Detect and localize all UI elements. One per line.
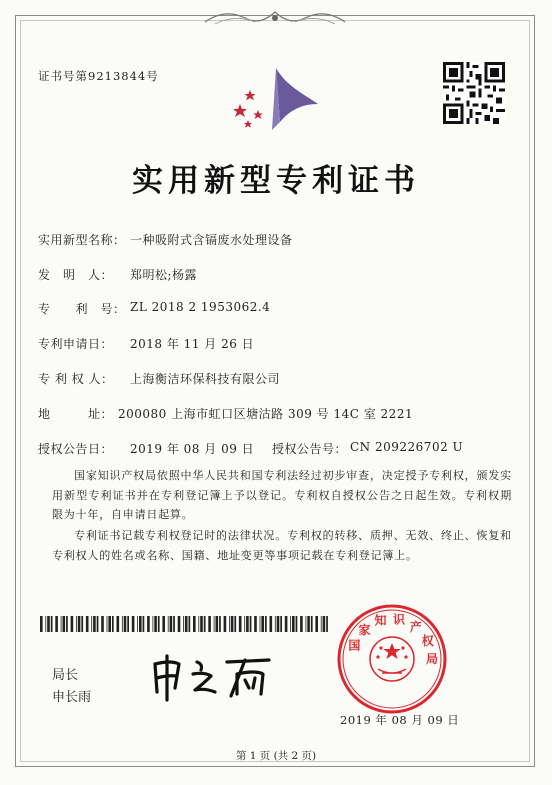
certificate-number: 证书号第9213844号 [38, 69, 159, 83]
address-value: 200080 上海市虹口区塘沽路 309 号 14C 室 2221 [118, 407, 414, 421]
address-row [0, 405, 552, 421]
page-indicator: 第 1 页 (共 2 页) [235, 750, 317, 762]
announcement-row [0, 440, 552, 456]
inventor-value: 郑明松;杨露 [130, 268, 198, 282]
barcode [40, 616, 330, 632]
utility-model-name-value: 一种吸附式含镉废水处理设备 [130, 233, 293, 247]
inventor-label: 发 明 人： [38, 268, 114, 282]
legal-status-paragraph: 专利证书记载专利权登记时的法律状况。专利权的转移、质押、无效、终止、恢复和专利权人的姓名或名称、国籍、地址变更等事项记载在专利登记簿上。 [52, 529, 512, 562]
utility-model-name-row [0, 231, 552, 247]
official-title: 局长 [52, 668, 79, 683]
filing-date-label: 专利申请日： [38, 337, 114, 351]
signature [145, 652, 275, 702]
qr-code [443, 62, 505, 124]
patentee-row [0, 370, 552, 386]
grant-statement-paragraph: 国家知识产权局依照中华人民共和国专利法经过初步审查，决定授予专利权，颁发实用新型专利证书并在专利登记簿上予以登记。专利权自授权公告之日起生效。专利权期限为十年，自申请日起算。 [52, 469, 512, 521]
official-name: 申长雨 [52, 690, 92, 705]
seal-date: 2019 年 08 月 09 日 [340, 713, 460, 727]
announcement-number-value: CN 209226702 U [350, 440, 464, 454]
seal-text: 国家知 识产权局 [348, 612, 439, 666]
filing-date-value: 2018 年 11 月 26 日 [130, 337, 255, 351]
patentee-value: 上海衡洁环保科技有限公司 [130, 372, 281, 386]
patent-number-label: 专 利 号： [38, 302, 126, 316]
official-seal [336, 603, 448, 715]
patent-number-value: ZL 2018 2 1953062.4 [130, 300, 271, 314]
filing-date-row [0, 335, 552, 351]
patentee-label: 专 利 权 人： [38, 372, 114, 386]
patent-number-row [0, 300, 552, 316]
announcement-date-value: 2019 年 08 月 09 日 [130, 442, 255, 456]
top-ornament [200, 6, 350, 28]
inventor-row [0, 266, 552, 282]
address-label: 地 址： [38, 407, 114, 421]
document-title: 实用新型专利证书 [132, 163, 420, 199]
announcement-date-label: 授权公告日： [38, 442, 114, 456]
patent-office-logo [228, 64, 324, 136]
announcement-number-label: 授权公告号： [272, 442, 348, 456]
utility-model-name-label: 实用新型名称： [38, 233, 126, 247]
